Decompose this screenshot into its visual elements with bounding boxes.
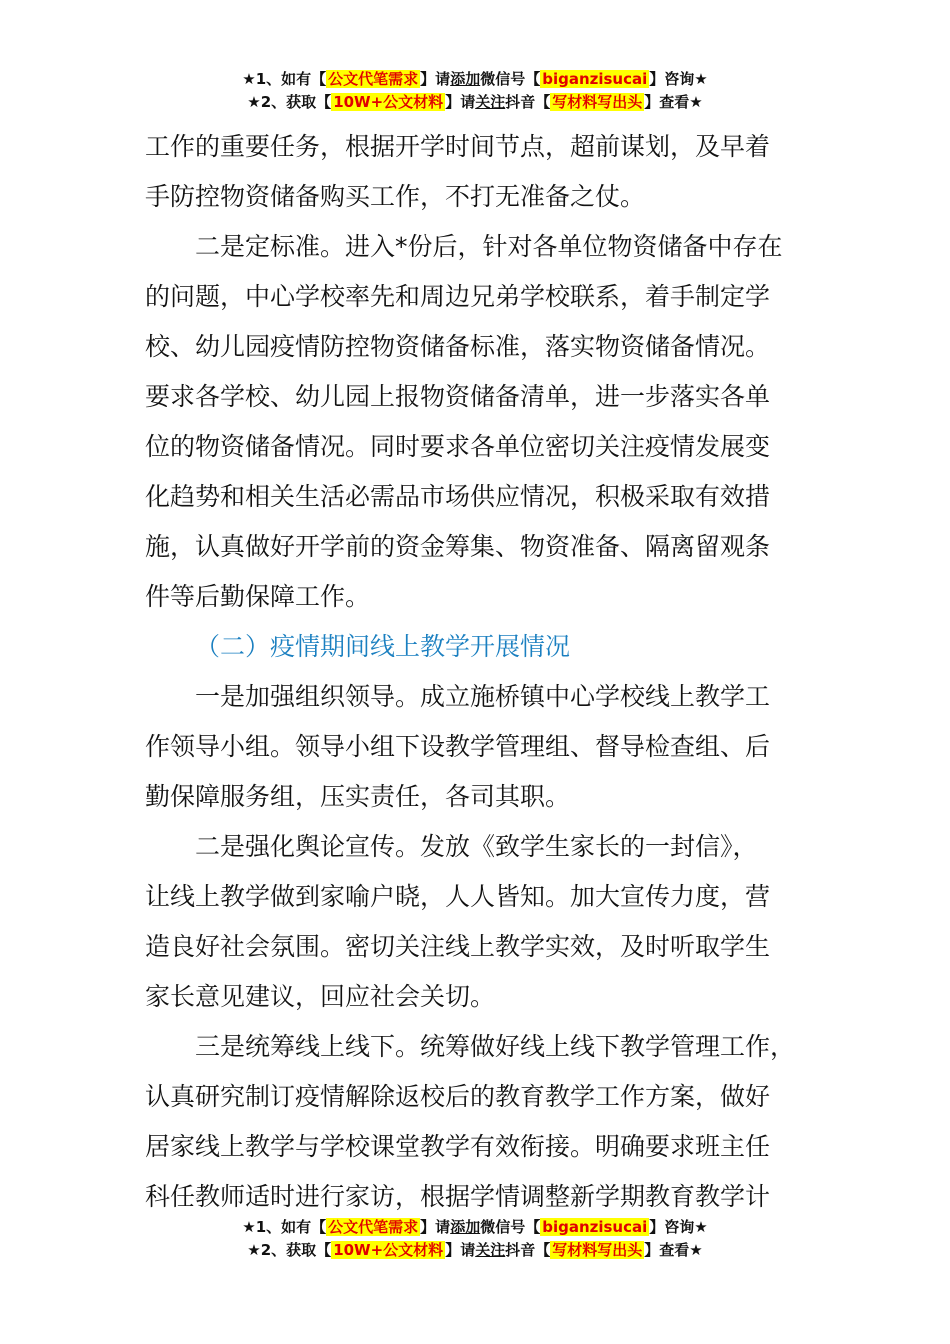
banner-text: 抖音【 [505,1241,551,1259]
body-line: 工作的重要任务，根据开学时间节点，超前谋划，及早着 [145,132,771,161]
body-line: 校、幼儿园疫情防控物资储备标准，落实物资储备情况。 [145,332,771,361]
banner-text: 】请 [420,1218,451,1236]
highlight-text: 10W+公文材料 [333,1241,444,1259]
banner-text: ★1、如有【 [242,1218,327,1236]
body-line: 作领导小组。领导小组下设教学管理组、督导检查组、后 [145,732,771,761]
highlight-text: 写材料写出头 [552,93,643,111]
underlined-text: 关注 [475,93,506,111]
banner-line-2 [0,91,950,114]
body-line: 让线上教学做到家喻户晓，人人皆知。加大宣传力度，营 [145,882,771,911]
highlight-text: biganzisucai [542,1218,648,1236]
footer-banner [0,1216,950,1262]
highlight-text: 公文代笔需求 [328,1218,419,1236]
body-line: 勤保障服务组，压实责任，各司其职。 [145,782,571,811]
banner-text: ★2、获取【 [247,1241,332,1259]
body-line: 手防控物资储备购买工作，不打无准备之仗。 [145,182,646,211]
banner-text: 抖音【 [505,93,551,111]
banner-text: 微信号【 [480,70,541,88]
highlight-text: 10W+公文材料 [333,93,444,111]
body-line: 件等后勤保障工作。 [145,582,371,611]
underlined-text: 添加 [450,1218,481,1236]
document-body [145,122,825,1222]
body-line: 造良好社会氛围。密切关注线上教学实效，及时听取学生 [145,932,771,961]
body-line: 居家线上教学与学校课堂教学有效衔接。明确要求班主任 [145,1132,771,1161]
paragraph-start: 一是加强组织领导。成立施桥镇中心学校线上教学工 [195,682,771,711]
banner-text: ★2、获取【 [247,93,332,111]
body-line: 科任教师适时进行家访，根据学情调整新学期教育教学计 [145,1182,771,1211]
banner-text: 】请 [445,93,476,111]
paragraph-start: 二是强化舆论宣传。发放《致学生家长的一封信》， [195,832,758,861]
highlight-text: 公文代笔需求 [328,70,419,88]
banner-line-1 [0,1216,950,1239]
paragraph-start: 二是定标准。进入*份后，针对各单位物资储备中存在 [195,232,783,261]
body-line: 的问题，中心学校率先和周边兄弟学校联系，着手制定学 [145,282,771,311]
banner-text: 】咨询★ [649,70,708,88]
banner-text: 】查看★ [644,1241,703,1259]
banner-text: 】请 [420,70,451,88]
section-heading: （二）疫情期间线上教学开展情况 [195,632,571,661]
banner-text: 】查看★ [644,93,703,111]
highlight-text: 写材料写出头 [552,1241,643,1259]
banner-text: 】咨询★ [649,1218,708,1236]
body-line: 家长意见建议，回应社会关切。 [145,982,496,1011]
body-line: 位的物资储备情况。同时要求各单位密切关注疫情发展变 [145,432,771,461]
highlight-text: biganzisucai [542,70,648,88]
banner-text: ★1、如有【 [242,70,327,88]
body-line: 认真研究制订疫情解除返校后的教育教学工作方案，做好 [145,1082,771,1111]
body-line: 化趋势和相关生活必需品市场供应情况，积极采取有效措 [145,482,771,511]
paragraph-start: 三是统筹线上线下。统筹做好线上线下教学管理工作， [195,1032,796,1061]
banner-text: 微信号【 [480,1218,541,1236]
body-line: 施，认真做好开学前的资金筹集、物资准备、隔离留观条 [145,532,771,561]
banner-text: 】请 [445,1241,476,1259]
header-banner [0,68,950,114]
banner-line-1 [0,68,950,91]
underlined-text: 添加 [450,70,481,88]
body-line: 要求各学校、幼儿园上报物资储备清单，进一步落实各单 [145,382,771,411]
banner-line-2 [0,1239,950,1262]
underlined-text: 关注 [475,1241,506,1259]
